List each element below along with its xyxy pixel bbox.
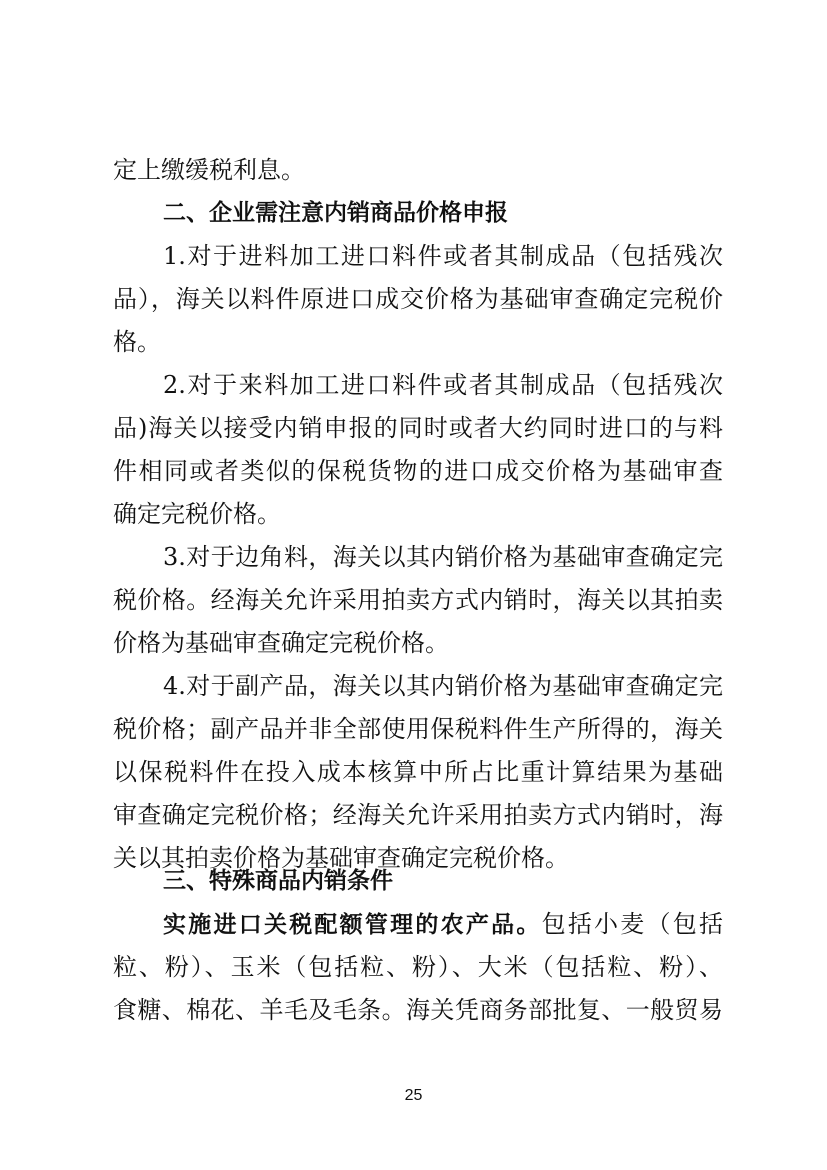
paragraph-text: 包括小麦（包括 [541,910,724,938]
paragraph-4-line: 4.对于副产品，海关以其内销价格为基础审查确定完 [163,672,723,700]
paragraph-2-line: 确定完税价格。 [113,500,281,528]
bold-lead-text: 实施进口关税配额管理的农产品。 [163,912,542,938]
paragraph-2-line: 件相同或者类似的保税货物的进口成交价格为基础审查 [113,457,723,485]
paragraph-4-line: 关以其拍卖价格为基础审查确定完税价格。 [113,844,569,872]
paragraph-5-line: 粒、粉）、玉米（包括粒、粉）、大米（包括粒、粉）、 [113,953,723,981]
paragraph-3-line: 价格为基础审查确定完税价格。 [113,629,449,657]
paragraph-5-line: 食糖、棉花、羊毛及毛条。海关凭商务部批复、一般贸易 [113,996,723,1024]
paragraph-2-line: 2.对于来料加工进口料件或者其制成品（包括残次 [163,371,723,399]
page-number: 25 [404,1087,423,1104]
paragraph-2-line: 品)海关以接受内销申报的同时或者大约同时进口的与料 [113,414,723,442]
paragraph-1-line: 品），海关以料件原进口成交价格为基础审查确定完税价 [113,285,723,313]
paragraph-1-line: 1.对于进料加工进口料件或者其制成品（包括残次 [163,242,723,270]
section-heading-2: 二、企业需注意内销商品价格申报 [163,200,508,226]
text-line: 定上缴缓税利息。 [113,156,305,184]
paragraph-4-line: 税价格；副产品并非全部使用保税料件生产所得的，海关 [113,715,723,743]
section-heading-3: 三、特殊商品内销条件 [163,868,393,894]
paragraph-4-line: 审查确定完税价格；经海关允许采用拍卖方式内销时，海 [113,801,723,829]
paragraph-1-line: 格。 [113,328,161,356]
paragraph-3-line: 3.对于边角料，海关以其内销价格为基础审查确定完 [163,543,723,571]
paragraph-5-line [163,909,723,940]
paragraph-3-line: 税价格。经海关允许采用拍卖方式内销时，海关以其拍卖 [113,586,723,614]
paragraph-4-line: 以保税料件在投入成本核算中所占比重计算结果为基础 [113,758,723,786]
